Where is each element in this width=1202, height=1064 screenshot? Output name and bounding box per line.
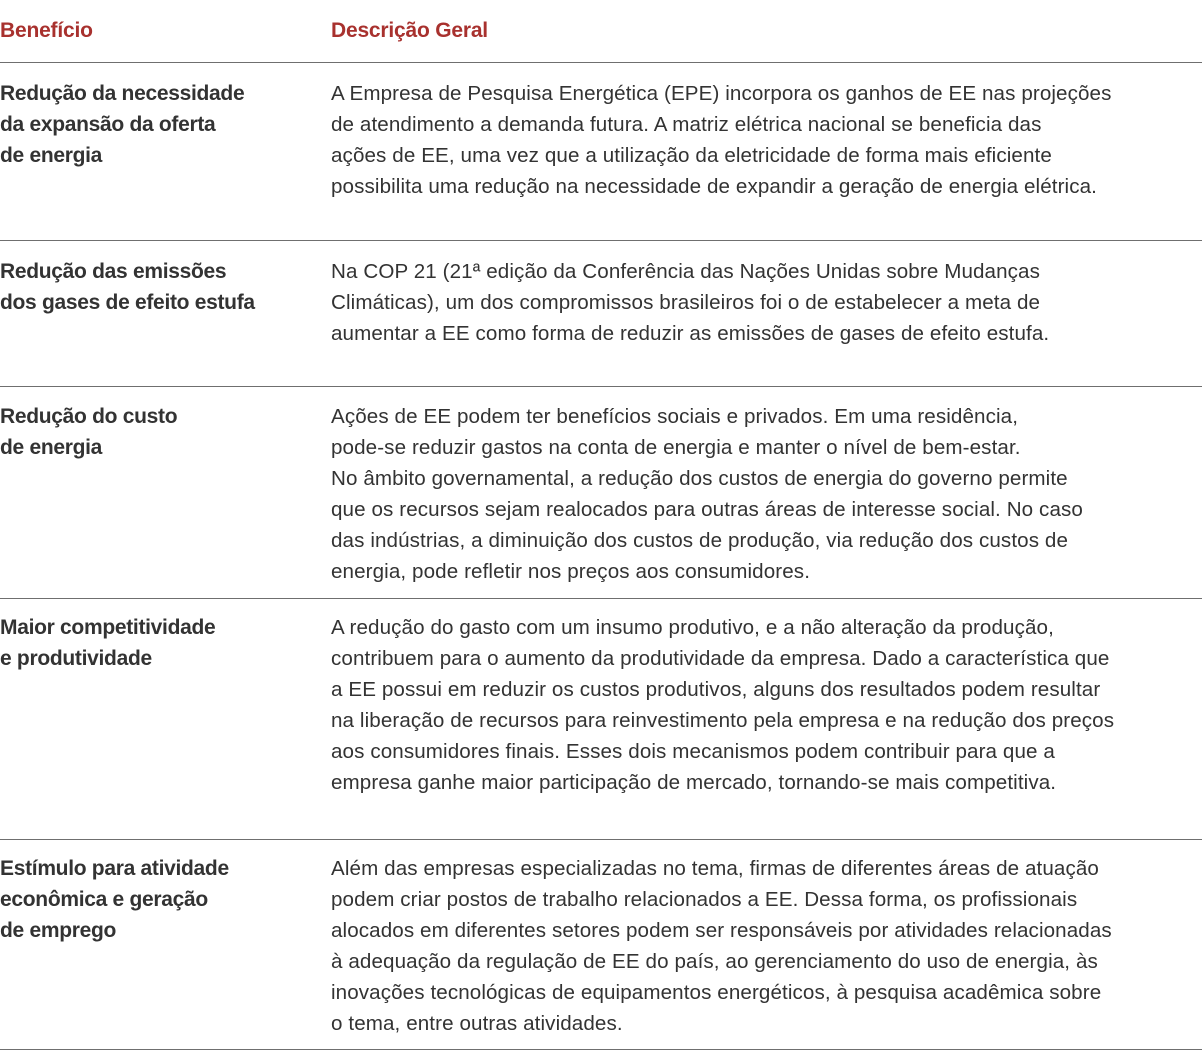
table-row [0,599,1202,840]
benefit-cell: Estímulo para atividade econômica e geração de emprego [0,857,229,942]
table-header [0,0,1202,63]
description-cell: A redução do gasto com um insumo produtivo, e a não alteração da produção, contribuem para o aumento da produtividade da empresa. Dado a característica que a EE possui em reduzir os custos produtivos, alguns dos resultados podem resultar na liberação de recursos para reinvestimento pela empresa e na redução dos preços aos consumidores finais. Esses dois mecanismos podem contribuir para que a empresa ganhe maior participação de mercado, tornando-se mais competitiva. [331,616,1115,794]
description-cell: Na COP 21 (21ª edição da Conferência das Nações Unidas sobre Mudanças Climáticas), um dos compromissos brasileiros foi o de estabelecer a meta de aumentar a EE como forma de reduzir as emissões de gases de efeito estufa. [331,260,1050,345]
table-row [0,387,1202,599]
table-row [0,63,1202,241]
description-cell: Além das empresas especializadas no tema, firmas de diferentes áreas de atuação podem criar postos de trabalho relacionados a EE. Dessa forma, os profissionais alocados em diferentes setores podem ser responsáveis por atividades relacionadas à adequação da regulação de EE do país, ao gerenciamento do uso de energia, às inovações tecnológicas de equipamentos energéticos, à pesquisa acadêmica sobre o tema, entre outras atividades. [331,857,1112,1035]
header-benefit: Benefício [0,19,93,42]
benefit-cell: Redução das emissões dos gases de efeito estufa [0,260,255,314]
benefit-cell: Redução da necessidade da expansão da oferta de energia [0,82,245,167]
benefit-cell: Maior competitividade e produtividade [0,616,216,670]
table-row [0,241,1202,387]
benefit-cell: Redução do custo de energia [0,405,178,459]
header-description: Descrição Geral [331,19,488,42]
table-row [0,840,1202,1050]
description-cell: Ações de EE podem ter benefícios sociais e privados. Em uma residência, pode-se reduzir gastos na conta de energia e manter o nível de bem-estar. No âmbito governamental, a redução dos custos de energia do governo permite que os recursos sejam realocados para outras áreas de interesse social. No caso das indústrias, a diminuição dos custos de produção, via redução dos custos de energia, pode refletir nos preços aos consumidores. [331,405,1083,583]
description-cell: A Empresa de Pesquisa Energética (EPE) incorpora os ganhos de EE nas projeções de atendimento a demanda futura. A matriz elétrica nacional se beneficia das ações de EE, uma vez que a utilização da eletricidade de forma mais eficiente possibilita uma redução na necessidade de expandir a geração de energia elétrica. [331,82,1112,198]
